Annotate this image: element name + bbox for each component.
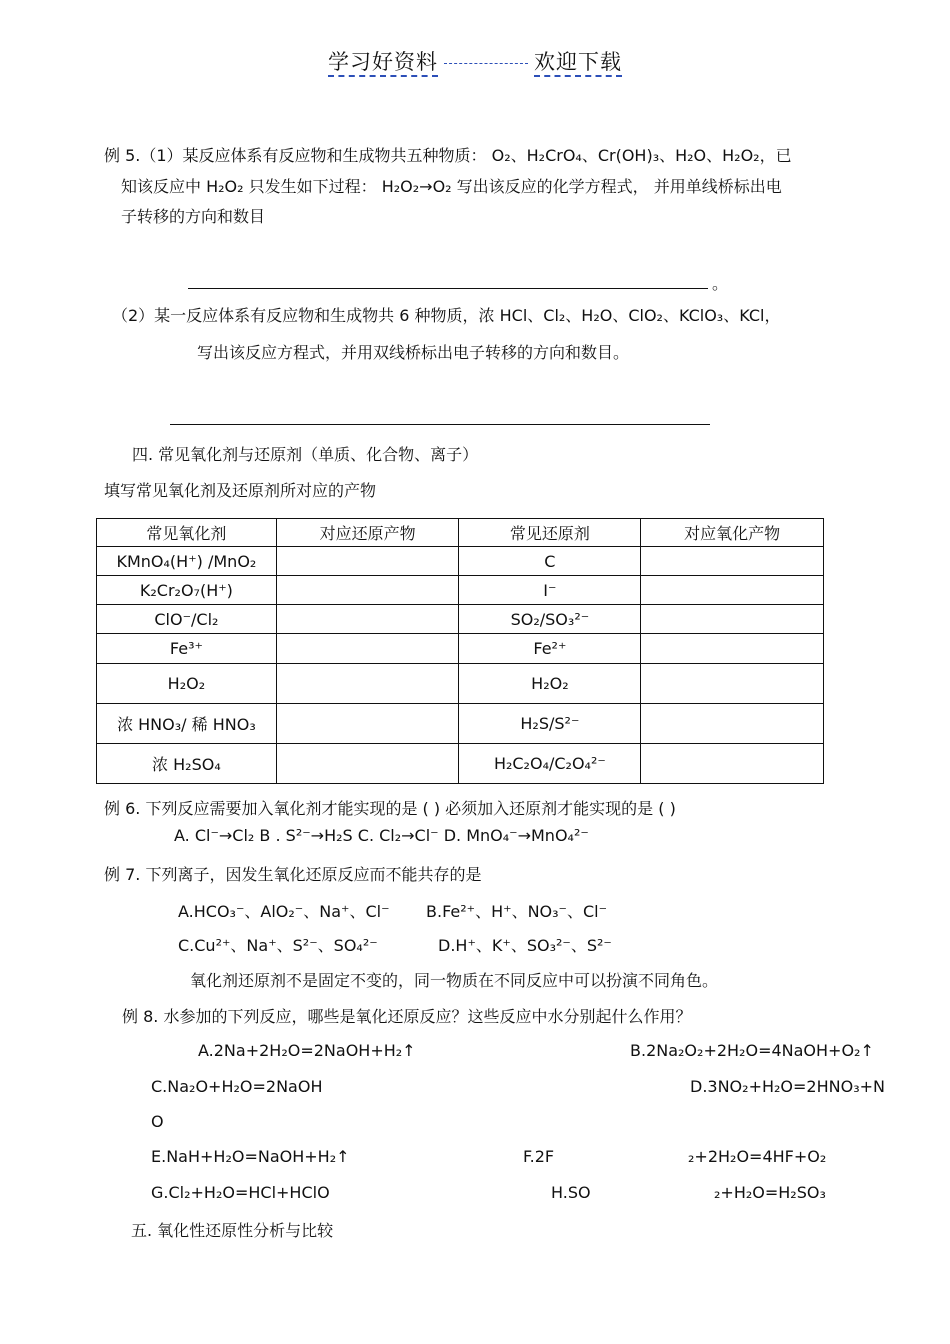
reductant-cell: H₂O₂ <box>459 664 641 704</box>
reduction-product-blank[interactable] <box>276 704 459 744</box>
oxidation-product-blank[interactable] <box>641 576 824 605</box>
reductant-cell: SO₂/SO₃²⁻ <box>459 605 641 634</box>
reduction-product-blank[interactable] <box>276 547 459 576</box>
reductant-cell: I⁻ <box>459 576 641 605</box>
reductant-cell: H₂C₂O₄/C₂O₄²⁻ <box>459 744 641 784</box>
ex5-line1: 例 5.（1）某反应体系有反应物和生成物共五种物质： O₂、H₂CrO₄、Cr(OH)₃、H₂O、H₂O₂，已 <box>104 146 792 165</box>
table-row <box>97 605 824 634</box>
oxidant-cell: 浓 HNO₃/ 稀 HNO₃ <box>97 704 277 744</box>
ex8-question: 例 8. 水参加的下列反应，哪些是氧化还原反应？这些反应中水分别起什么作用？ <box>122 1007 692 1026</box>
header-reductant: 常见还原剂 <box>459 519 641 547</box>
ex5-line2: 知该反应中 H₂O₂ 只发生如下过程： H₂O₂→O₂ 写出该反应的化学方程式， 并用单线桥标出电 <box>121 177 782 196</box>
ex8-reaction-a: A.2Na+2H₂O=2NaOH+H₂↑ <box>198 1041 416 1060</box>
reduction-product-blank[interactable] <box>276 605 459 634</box>
oxidant-cell: KMnO₄(H⁺) /MnO₂ <box>97 547 277 576</box>
oxidant-cell: H₂O₂ <box>97 664 277 704</box>
header-divider <box>444 62 528 64</box>
reductant-cell: H₂S/S²⁻ <box>459 704 641 744</box>
ex8-reaction-g: G.Cl₂+H₂O=HCl+HClO <box>151 1183 330 1202</box>
oxidant-cell: ClO⁻/Cl₂ <box>97 605 277 634</box>
table-row <box>97 704 824 744</box>
table-row <box>97 634 824 664</box>
oxidation-product-blank[interactable] <box>641 744 824 784</box>
table-row <box>97 664 824 704</box>
page-header <box>0 46 950 76</box>
agents-table <box>96 518 824 784</box>
section5-title: 五. 氧化性还原性分析与比较 <box>131 1221 334 1240</box>
oxidant-cell: Fe³⁺ <box>97 634 277 664</box>
ex7-note: 氧化剂还原剂不是固定不变的，同一物质在不同反应中可以扮演不同角色。 <box>190 971 719 990</box>
ex8-reaction-b: B.2Na₂O₂+2H₂O=4NaOH+O₂↑ <box>630 1041 874 1060</box>
header-reduction-product: 对应还原产物 <box>276 519 459 547</box>
table-row <box>97 744 824 784</box>
reduction-product-blank[interactable] <box>276 744 459 784</box>
ex8-reaction-f: F.2F <box>523 1147 555 1166</box>
header-left: 学习好资料 <box>328 50 438 74</box>
header-right: 欢迎下载 <box>534 50 622 74</box>
reduction-product-blank[interactable] <box>276 634 459 664</box>
ex5-answer-line[interactable] <box>188 288 708 289</box>
oxidation-product-blank[interactable] <box>641 664 824 704</box>
table-row <box>97 547 824 576</box>
ex5-part2-line1: （2）某一反应体系有反应物和生成物共 6 种物质，浓 HCl、Cl₂、H₂O、ClO₂、KClO₃、KCl， <box>112 306 781 325</box>
reductant-cell: C <box>459 547 641 576</box>
ex7-option-c: C.Cu²⁺、Na⁺、S²⁻、SO₄²⁻ <box>178 936 378 955</box>
reduction-product-blank[interactable] <box>276 576 459 605</box>
table-header-row <box>97 519 824 547</box>
ex7-option-b: B.Fe²⁺、H⁺、NO₃⁻、Cl⁻ <box>426 902 608 921</box>
header-oxidant: 常见氧化剂 <box>97 519 277 547</box>
ex5-part2-line2: 写出该反应方程式，并用双线桥标出电子转移的方向和数目。 <box>197 343 630 362</box>
oxidation-product-blank[interactable] <box>641 547 824 576</box>
reduction-product-blank[interactable] <box>276 664 459 704</box>
ex5-answer-end: 。 <box>712 274 729 293</box>
header-oxidation-product: 对应氧化产物 <box>641 519 824 547</box>
ex5-part2-answer-line[interactable] <box>170 424 710 425</box>
ex8-reaction-d-wrap: O <box>151 1112 164 1131</box>
table-row <box>97 576 824 605</box>
section4-intro: 填写常见氧化剂及还原剂所对应的产物 <box>104 481 377 500</box>
section4-title: 四. 常见氧化剂与还原剂（单质、化合物、离子） <box>132 445 479 464</box>
oxidation-product-blank[interactable] <box>641 704 824 744</box>
ex8-reaction-e: E.NaH+H₂O=NaOH+H₂↑ <box>151 1147 350 1166</box>
oxidation-product-blank[interactable] <box>641 634 824 664</box>
oxidant-cell: 浓 H₂SO₄ <box>97 744 277 784</box>
ex7-option-d: D.H⁺、K⁺、SO₃²⁻、S²⁻ <box>438 936 612 955</box>
ex8-reaction-c: C.Na₂O+H₂O=2NaOH <box>151 1077 323 1096</box>
ex5-line3: 子转移的方向和数目 <box>121 207 266 226</box>
ex8-reaction-h-cont: ₂+H₂O=H₂SO₃ <box>714 1183 826 1202</box>
ex8-reaction-d: D.3NO₂+H₂O=2HNO₃+N <box>690 1077 885 1096</box>
ex7-option-a: A.HCO₃⁻、AlO₂⁻、Na⁺、Cl⁻ <box>178 902 390 921</box>
ex6-question: 例 6. 下列反应需要加入氧化剂才能实现的是 ( ) 必须加入还原剂才能实现的是 ( ) <box>104 799 676 818</box>
reductant-cell: Fe²⁺ <box>459 634 641 664</box>
ex8-reaction-f-cont: ₂+2H₂O=4HF+O₂ <box>688 1147 827 1166</box>
oxidant-cell: K₂Cr₂O₇(H⁺) <box>97 576 277 605</box>
ex6-options: A. Cl⁻→Cl₂ B . S²⁻→H₂S C. Cl₂→Cl⁻ D. MnO₄⁻→MnO₄²⁻ <box>174 826 589 845</box>
ex8-reaction-h: H.SO <box>551 1183 591 1202</box>
ex7-question: 例 7. 下列离子，因发生氧化还原反应而不能共存的是 <box>104 865 482 884</box>
oxidation-product-blank[interactable] <box>641 605 824 634</box>
